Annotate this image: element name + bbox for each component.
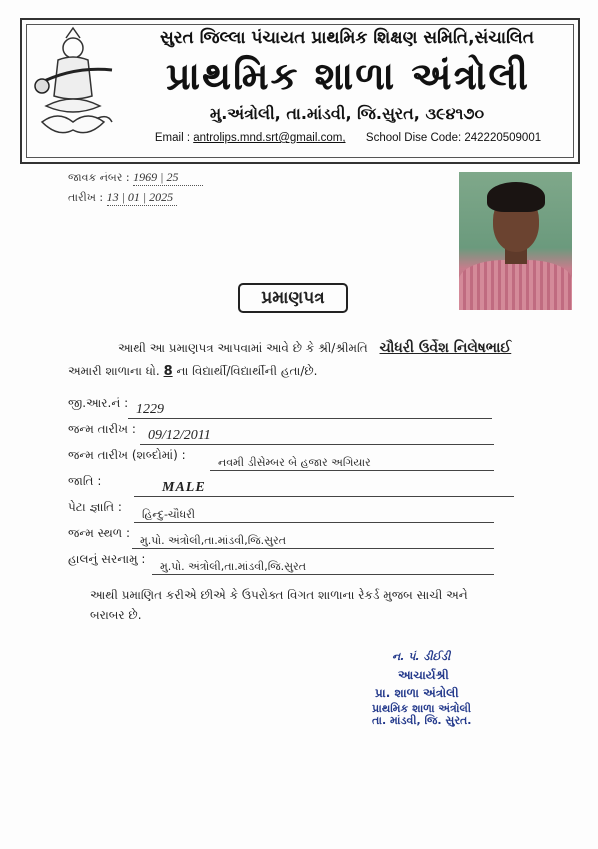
date-label: તારીખ : [68,191,104,204]
birthplace-label: જન્મ સ્થળ : [68,526,131,540]
certificate-title: પ્રમાણપત્ર [238,283,348,313]
outward-value: 1969 | 25 [133,170,179,184]
class-suffix: ના વિદ્યાર્થી/વિદ્યાર્થીની હતા/છે. [176,364,318,378]
email-label: Email : [154,132,191,144]
certification-text: આથી પ્રમાણિત કરીએ છીએ કે ઉપરોક્ત વિગત શાળાના રેકર્ડ મુજબ સાચી અને [90,588,468,602]
class-prefix: અમારી શાળાના ધો. [68,364,160,378]
gender-label: જાતિ : [68,474,102,488]
certification-text-end: બરાબર છે. [90,608,142,622]
date-value: 13 | 01 | 2025 [106,190,174,204]
class-line [68,364,317,379]
stamp-school-short: પ્રા. શાળા અંત્રોલી [375,686,459,700]
dob-label: જન્મ તારીખ : [68,422,136,436]
caste-row [68,500,195,521]
class-value: 8 [163,364,173,379]
principal-signature: ન. પં. ડીઈડી [392,650,451,663]
gender-value: MALE [134,480,514,497]
email-link[interactable]: antrolips.mnd.srt@gmail.com, [193,132,346,144]
dise-code: 242220509001 [464,132,542,144]
dob-row [68,422,211,443]
intro-line [118,340,511,356]
student-photo [459,172,572,310]
school-address: મુ.અંત્રોલી, તા.માંડવી, જિ.સુરત, ૩૯૪૧૭૦ [209,104,485,123]
birthplace-row [68,526,286,547]
contact-line [118,132,578,144]
gr-value: 1229 [128,402,492,419]
school-name: પ્રાથમિક શાળા અંત્રોલી [166,54,530,98]
dob-words-label: જન્મ તારીખ (શબ્દોમાં) : [68,448,186,462]
dise-label: School Dise Code: [365,132,462,144]
letterhead [20,18,580,164]
intro-text: આથી આ પ્રમાણપત્ર આપવામાં આવે છે કે શ્રી/શ્રીમતિ [118,341,368,355]
current-address-row [68,552,306,573]
date-row [68,190,177,206]
stamp-title: આચાર્યશ્રી [398,668,449,682]
address-value: મુ.પો. અંત્રોલી,તા.માંડવી,જિ.સુરત [152,560,494,575]
gr-number-row [68,396,164,417]
birthplace-value: મુ.પો. અંત્રોલી,તા.માંડવી,જિ.સુરત [132,534,494,549]
caste-label: પેટા જ્ઞાતિ : [68,500,122,514]
saraswati-emblem-icon [28,26,118,146]
outward-label: જાવક નંબર : [68,171,130,184]
dob-value: 09/12/2011 [140,428,494,445]
principal-stamp [360,650,510,730]
dob-words-value: નવમી ડીસેમ્બર બે હજાર અગિયાર [210,456,494,471]
gender-row [68,474,206,495]
stamp-taluka: તા. માંડવી, જિ. સુરત. [372,714,472,727]
student-name: ચૌધરી ઉર્વેશ નિલેષભાઈ [379,340,512,356]
stamp-school-full: પ્રાથમિક શાળા અંત્રોલી [372,702,471,715]
dob-words-row [68,448,371,469]
caste-value: હિન્દુ-ચૌધરી [134,508,494,523]
outward-number-row [68,170,203,186]
committee-line: સુરત જિલ્લા પંચાયત પ્રાથમિક શિક્ષણ સમિતિ,સંચાલિત [159,28,535,48]
address-label: હાલનું સરનામુ : [68,552,146,566]
gr-label: જી.આર.નં : [68,396,129,410]
